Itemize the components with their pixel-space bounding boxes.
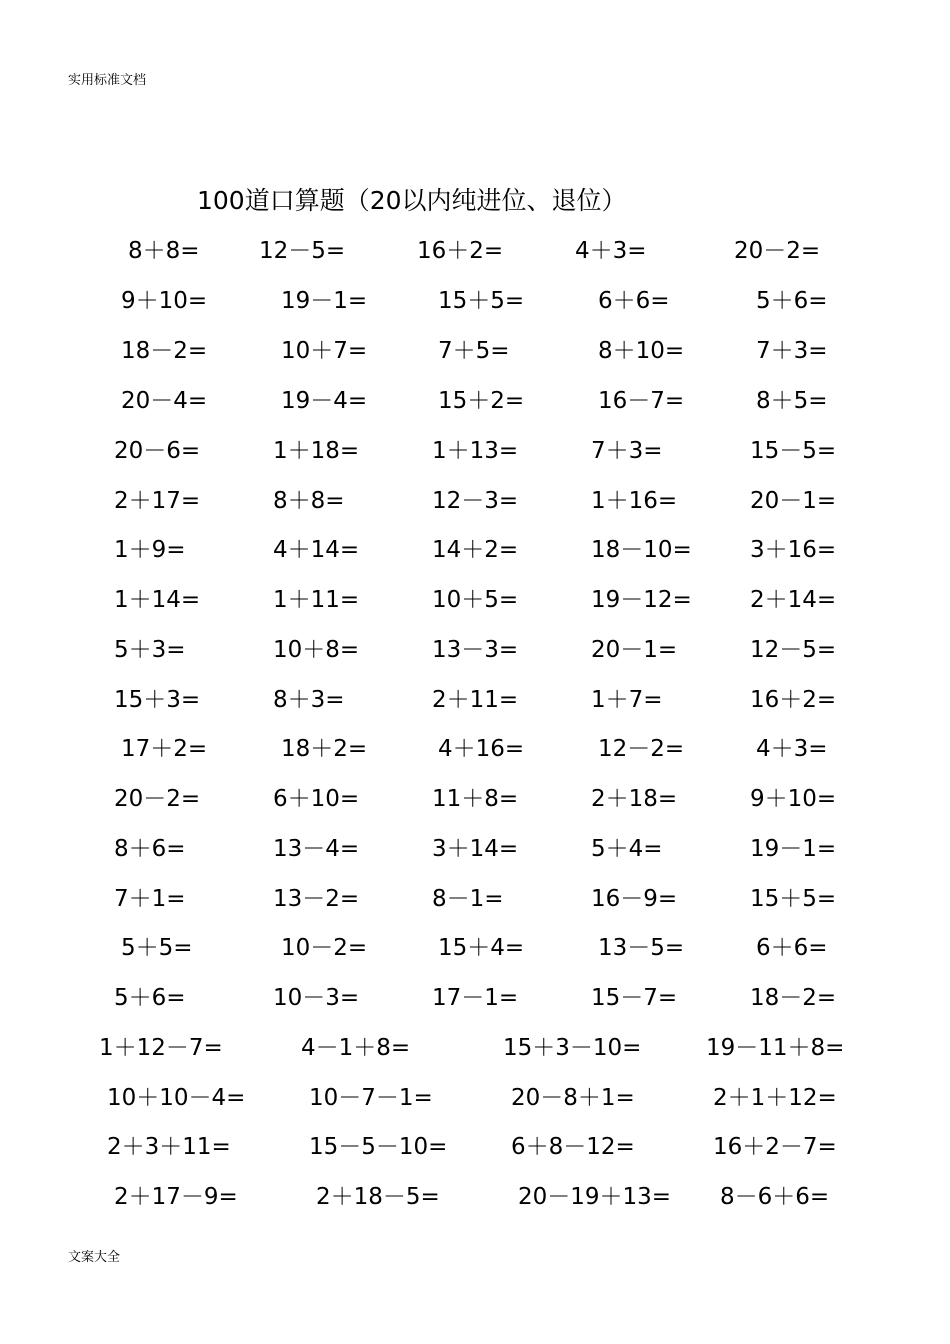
- problem-row: [0, 533, 950, 567]
- arithmetic-problem: 7＋3=: [756, 338, 828, 364]
- arithmetic-problem: 1＋18=: [273, 438, 360, 464]
- arithmetic-problem: 2＋11=: [432, 687, 519, 713]
- arithmetic-problem: 7＋3=: [591, 438, 663, 464]
- arithmetic-problem: 7＋5=: [438, 338, 510, 364]
- problem-row: [0, 334, 950, 368]
- arithmetic-problem: 5＋3=: [114, 637, 186, 663]
- page-footer: 文案大全: [68, 1250, 121, 1265]
- arithmetic-problem: 1＋9=: [114, 537, 186, 563]
- arithmetic-problem: 17－1=: [432, 985, 519, 1011]
- arithmetic-problem: 20－6=: [114, 438, 201, 464]
- arithmetic-problem: 8＋6=: [114, 836, 186, 862]
- problem-row: [0, 1031, 950, 1065]
- arithmetic-problem: 13－2=: [273, 886, 360, 912]
- arithmetic-problem: 13－3=: [432, 637, 519, 663]
- arithmetic-problem: 8＋5=: [756, 388, 828, 414]
- arithmetic-problem: 15＋5=: [438, 288, 525, 314]
- arithmetic-problem: 16－7=: [598, 388, 685, 414]
- arithmetic-problem: 12－5=: [750, 637, 837, 663]
- arithmetic-problem: 12－5=: [259, 238, 346, 264]
- arithmetic-problem: 15－5－10=: [309, 1134, 448, 1160]
- arithmetic-problem: 19－4=: [281, 388, 368, 414]
- arithmetic-problem: 16－9=: [591, 886, 678, 912]
- arithmetic-problem: 14＋2=: [432, 537, 519, 563]
- problem-row: [0, 732, 950, 766]
- arithmetic-problem: 6＋6=: [598, 288, 670, 314]
- arithmetic-problem: 1＋13=: [432, 438, 519, 464]
- arithmetic-problem: 10－3=: [273, 985, 360, 1011]
- problem-row: [0, 782, 950, 816]
- arithmetic-problem: 10＋10－4=: [107, 1085, 246, 1111]
- arithmetic-problem: 2＋3＋11=: [107, 1134, 231, 1160]
- arithmetic-problem: 20－1=: [750, 488, 837, 514]
- arithmetic-problem: 12－2=: [598, 736, 685, 762]
- arithmetic-problem: 20－1=: [591, 637, 678, 663]
- arithmetic-problem: 9＋10=: [750, 786, 837, 812]
- arithmetic-problem: 6＋8－12=: [511, 1134, 635, 1160]
- arithmetic-problem: 5＋6=: [114, 985, 186, 1011]
- arithmetic-problem: 16＋2－7=: [713, 1134, 837, 1160]
- arithmetic-problem: 16＋2=: [417, 238, 504, 264]
- arithmetic-problem: 5＋4=: [591, 836, 663, 862]
- arithmetic-problem: 15－7=: [591, 985, 678, 1011]
- problem-row: [0, 1081, 950, 1115]
- arithmetic-problem: 17＋2=: [121, 736, 208, 762]
- arithmetic-problem: 18＋2=: [281, 736, 368, 762]
- arithmetic-problem: 1＋12－7=: [99, 1035, 223, 1061]
- problem-row: [0, 384, 950, 418]
- arithmetic-problem: 6＋10=: [273, 786, 360, 812]
- arithmetic-problem: 4－1＋8=: [301, 1035, 411, 1061]
- arithmetic-problem: 1＋16=: [591, 488, 678, 514]
- arithmetic-problem: 2＋14=: [750, 587, 837, 613]
- arithmetic-problem: 19－1=: [750, 836, 837, 862]
- arithmetic-problem: 4＋14=: [273, 537, 360, 563]
- arithmetic-problem: 2＋18=: [591, 786, 678, 812]
- arithmetic-problem: 1＋11=: [273, 587, 360, 613]
- problem-row: [0, 284, 950, 318]
- arithmetic-problem: 6＋6=: [756, 935, 828, 961]
- arithmetic-problem: 4＋3=: [756, 736, 828, 762]
- problem-row: [0, 633, 950, 667]
- arithmetic-problem: 4＋16=: [438, 736, 525, 762]
- problem-row: [0, 583, 950, 617]
- problem-row: [0, 1130, 950, 1164]
- problem-row: [0, 832, 950, 866]
- arithmetic-problem: 11＋8=: [432, 786, 519, 812]
- arithmetic-problem: 18－2=: [121, 338, 208, 364]
- page-header: 实用标准文档: [68, 73, 147, 88]
- arithmetic-problem: 2＋17=: [114, 488, 201, 514]
- problem-row: [0, 683, 950, 717]
- problem-row: [0, 484, 950, 518]
- arithmetic-problem: 8－6＋6=: [720, 1184, 830, 1210]
- arithmetic-problem: 13－4=: [273, 836, 360, 862]
- arithmetic-problem: 13－5=: [598, 935, 685, 961]
- arithmetic-problem: 15＋2=: [438, 388, 525, 414]
- arithmetic-problem: 12－3=: [432, 488, 519, 514]
- arithmetic-problem: 15＋3－10=: [503, 1035, 642, 1061]
- arithmetic-problem: 19－12=: [591, 587, 692, 613]
- arithmetic-problem: 8＋8=: [128, 238, 200, 264]
- arithmetic-problem: 20－2=: [734, 238, 821, 264]
- arithmetic-problem: 8＋3=: [273, 687, 345, 713]
- problem-row: [0, 931, 950, 965]
- arithmetic-problem: 3＋14=: [432, 836, 519, 862]
- arithmetic-problem: 5＋6=: [756, 288, 828, 314]
- arithmetic-problem: 19－1=: [281, 288, 368, 314]
- arithmetic-problem: 10＋7=: [281, 338, 368, 364]
- arithmetic-problem: 4＋3=: [575, 238, 647, 264]
- problem-row: [0, 882, 950, 916]
- arithmetic-problem: 20－4=: [121, 388, 208, 414]
- arithmetic-problem: 2＋17－9=: [114, 1184, 238, 1210]
- arithmetic-problem: 15＋4=: [438, 935, 525, 961]
- arithmetic-problem: 9＋10=: [121, 288, 208, 314]
- arithmetic-problem: 20－8＋1=: [511, 1085, 635, 1111]
- arithmetic-problem: 8－1=: [432, 886, 504, 912]
- page-title: 100道口算题（20以内纯进位、退位）: [197, 186, 627, 215]
- arithmetic-problem: 10－7－1=: [309, 1085, 433, 1111]
- arithmetic-problem: 7＋1=: [114, 886, 186, 912]
- arithmetic-problem: 5＋5=: [121, 935, 193, 961]
- arithmetic-problem: 20－2=: [114, 786, 201, 812]
- problem-row: [0, 234, 950, 268]
- arithmetic-problem: 15＋5=: [750, 886, 837, 912]
- problem-row: [0, 1180, 950, 1214]
- arithmetic-problem: 1＋14=: [114, 587, 201, 613]
- arithmetic-problem: 20－19＋13=: [518, 1184, 672, 1210]
- arithmetic-problem: 18－2=: [750, 985, 837, 1011]
- arithmetic-problem: 16＋2=: [750, 687, 837, 713]
- arithmetic-problem: 10－2=: [281, 935, 368, 961]
- arithmetic-problem: 18－10=: [591, 537, 692, 563]
- arithmetic-problem: 3＋16=: [750, 537, 837, 563]
- arithmetic-problem: 15＋3=: [114, 687, 201, 713]
- arithmetic-problem: 2＋1＋12=: [713, 1085, 837, 1111]
- problem-row: [0, 434, 950, 468]
- arithmetic-problem: 15－5=: [750, 438, 837, 464]
- arithmetic-problem: 10＋5=: [432, 587, 519, 613]
- arithmetic-problem: 8＋8=: [273, 488, 345, 514]
- arithmetic-problem: 1＋7=: [591, 687, 663, 713]
- arithmetic-problem: 8＋10=: [598, 338, 685, 364]
- problem-row: [0, 981, 950, 1015]
- arithmetic-problem: 10＋8=: [273, 637, 360, 663]
- arithmetic-problem: 2＋18－5=: [316, 1184, 440, 1210]
- arithmetic-problem: 19－11＋8=: [706, 1035, 845, 1061]
